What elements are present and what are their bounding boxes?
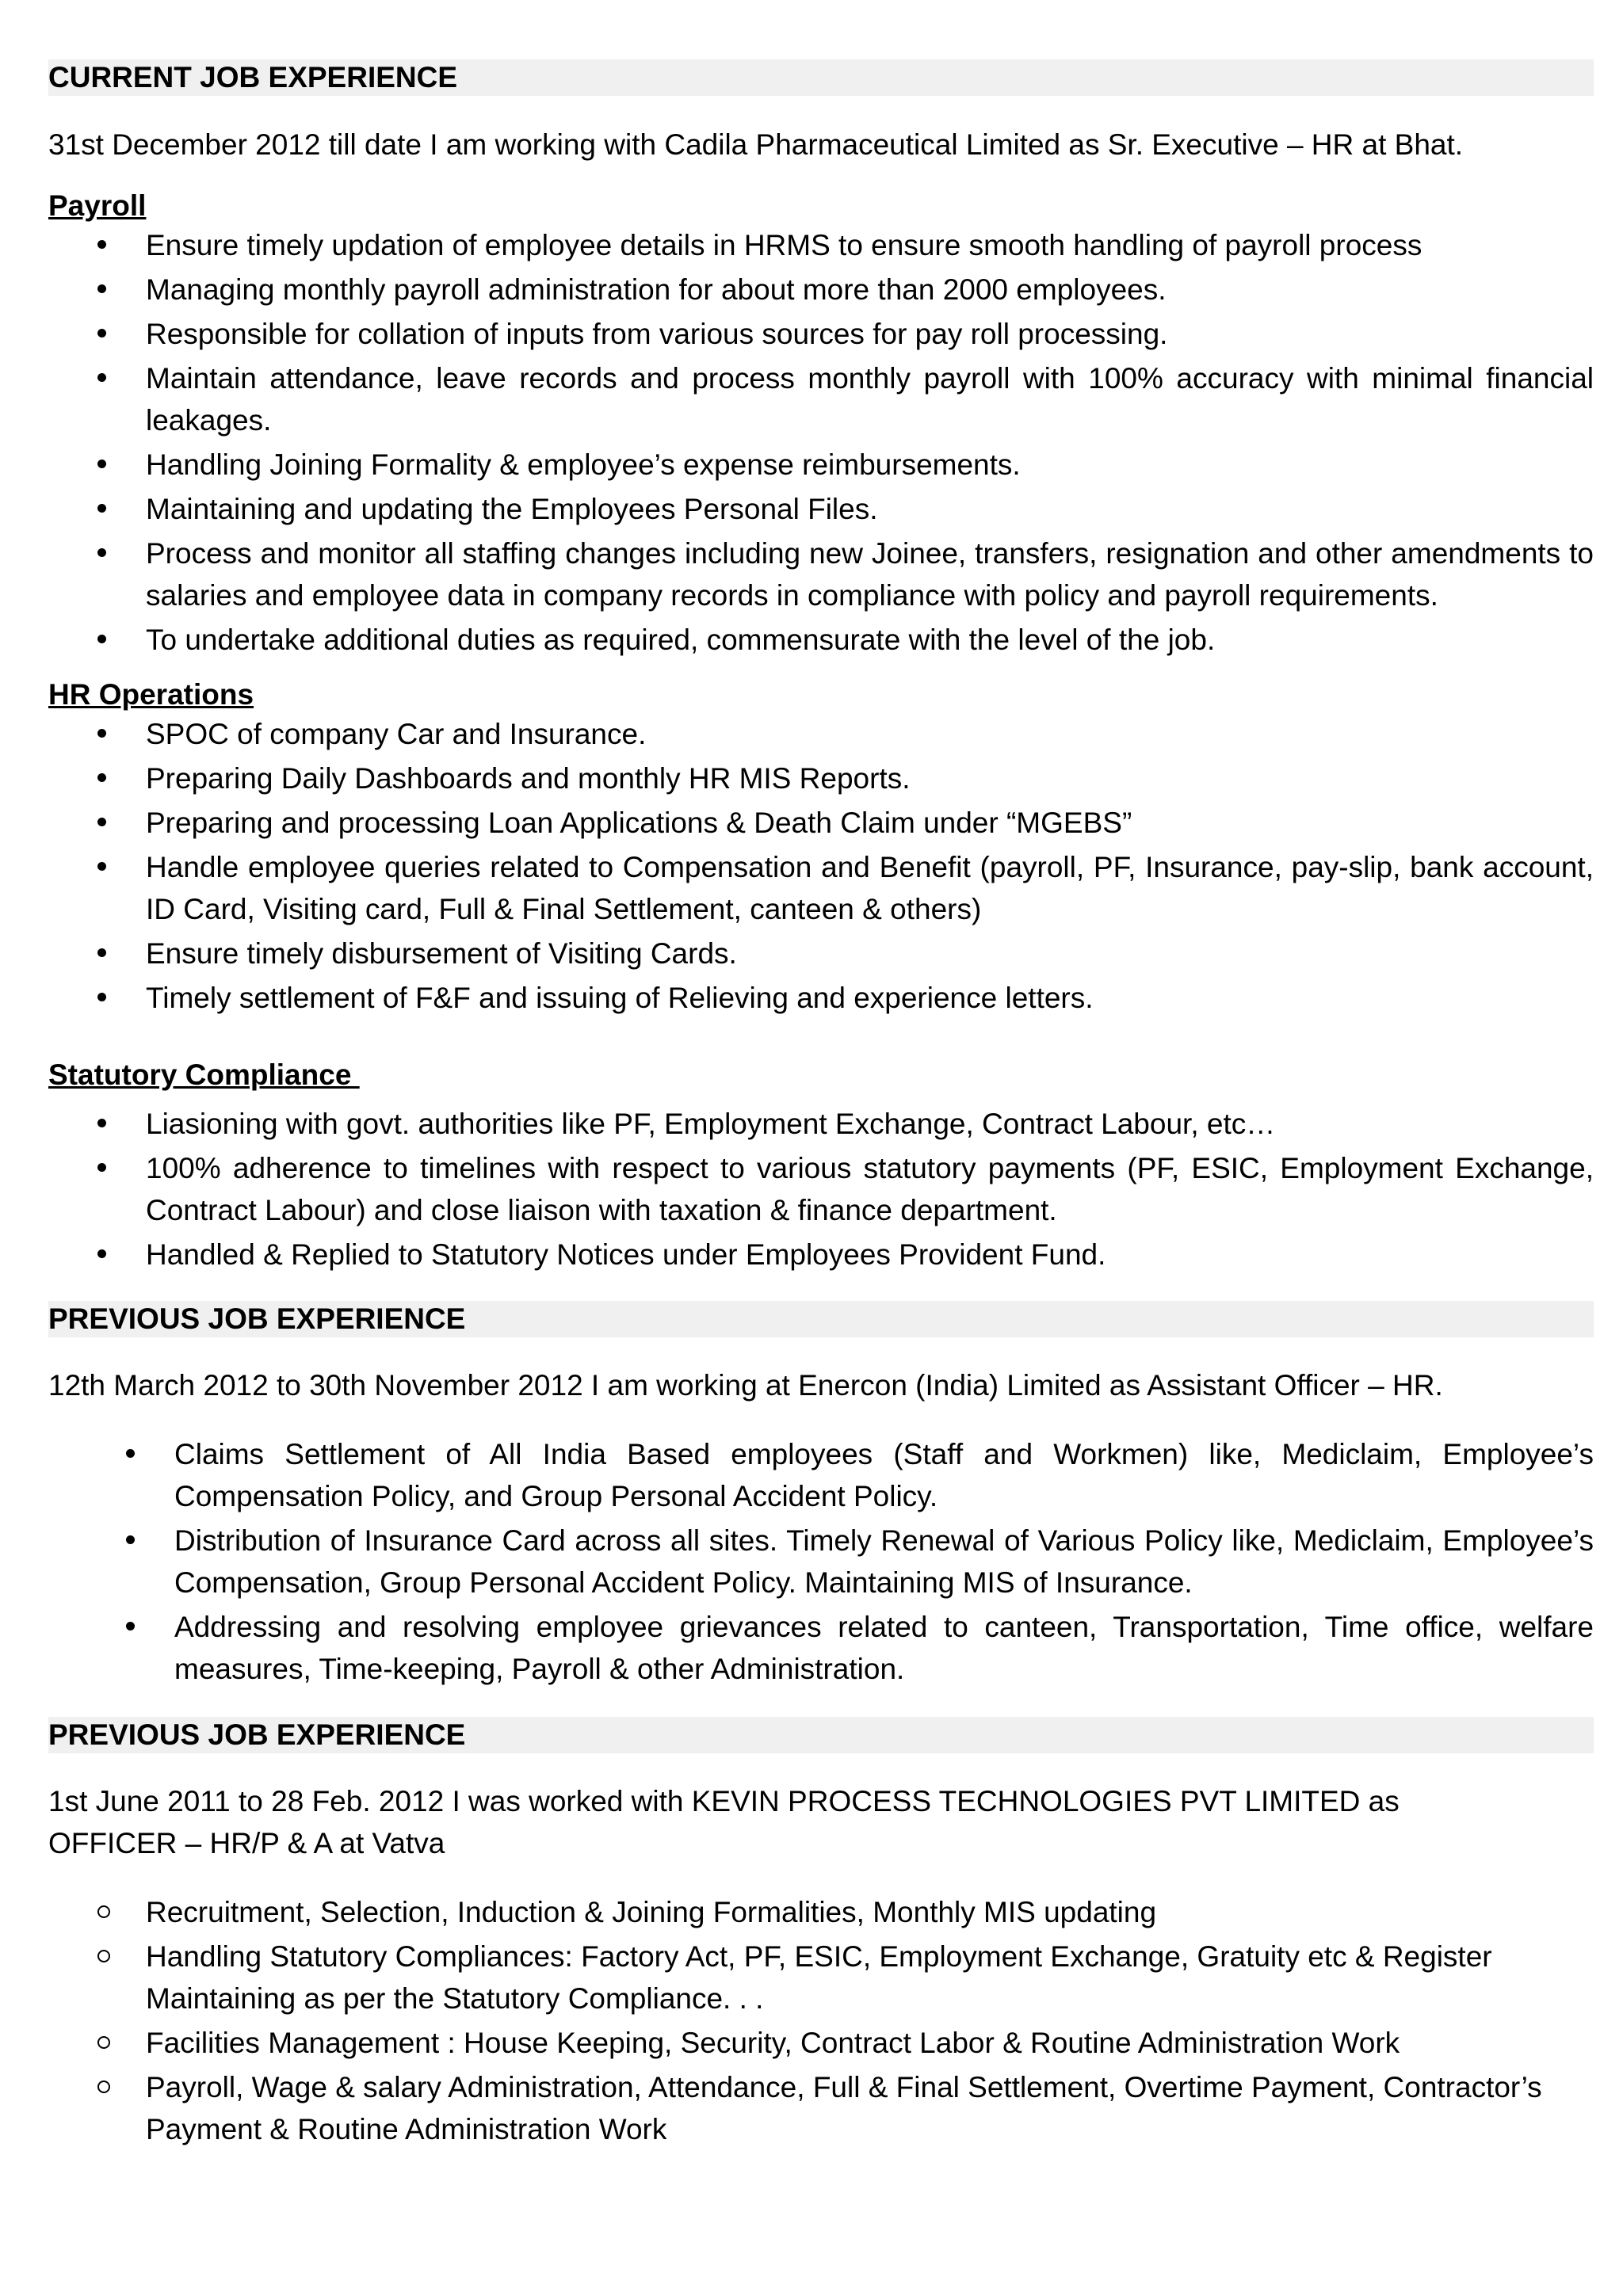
bullet-icon — [97, 224, 129, 266]
list-item-text: Managing monthly payroll administration for about more than 2000 employees. — [146, 273, 1167, 306]
previous-job-intro: 12th March 2012 to 30th November 2012 I am working at Enercon (India) Limited as Assistant Officer – HR. — [48, 1369, 1443, 1402]
payroll-list — [48, 224, 1594, 661]
list-item — [48, 1936, 1594, 2019]
list-item-text: Handled & Replied to Statutory Notices under Employees Provident Fund. — [146, 1238, 1106, 1271]
bullet-icon — [97, 1147, 129, 1189]
hr-operations-list — [48, 713, 1594, 1019]
list-item — [48, 1147, 1594, 1231]
list-item — [48, 357, 1594, 441]
list-item — [48, 846, 1594, 930]
list-item-text: Responsible for collation of inputs from various sources for pay roll processing. — [146, 318, 1168, 350]
list-item — [48, 1891, 1594, 1933]
previous-job-list-2 — [48, 1891, 1594, 2150]
circle-bullet-icon — [97, 1936, 129, 1978]
bullet-icon — [97, 846, 129, 888]
bullet-icon — [97, 488, 129, 530]
bullet-icon — [97, 757, 129, 799]
list-item-text: Addressing and resolving employee grievances related to canteen, Transportation, Time office, welfare measures, Time-keeping, Payroll & other Administration. — [174, 1611, 1594, 1685]
list-item-text: Facilities Management : House Keeping, Security, Contract Labor & Routine Administration Work — [146, 2027, 1400, 2059]
list-item — [48, 619, 1594, 661]
list-item-text: Timely settlement of F&F and issuing of Relieving and experience letters. — [146, 982, 1094, 1014]
list-item — [48, 269, 1594, 311]
current-job-intro: 31st December 2012 till date I am working with Cadila Pharmaceutical Limited as Sr. Executive – HR at Bhat. — [48, 128, 1464, 161]
list-item — [48, 313, 1594, 355]
list-item — [48, 1606, 1594, 1690]
bullet-icon — [97, 713, 129, 755]
list-item — [48, 2022, 1594, 2064]
previous-job-heading-2: PREVIOUS JOB EXPERIENCE — [48, 1717, 1594, 1753]
list-item — [48, 224, 1594, 266]
bullet-icon — [126, 1606, 158, 1648]
list-item-text: Handle employee queries related to Compensation and Benefit (payroll, PF, Insurance, pay-slip, bank account, ID Card, Visiting card, Full & Final Settlement, canteen & others) — [146, 851, 1594, 925]
list-item — [48, 444, 1594, 486]
resume-page — [48, 59, 1594, 2153]
list-item-text: Handling Statutory Compliances: Factory Act, PF, ESIC, Employment Exchange, Gratuity etc & Register Maintaining as per the Statutory Compliance. . . — [146, 1940, 1492, 2015]
list-item-text: Maintain attendance, leave records and process monthly payroll with 100% accuracy with minimal financial leakages. — [146, 362, 1594, 437]
bullet-icon — [97, 619, 129, 661]
list-item — [48, 757, 1594, 799]
list-item-text: Preparing Daily Dashboards and monthly HR MIS Reports. — [146, 762, 911, 795]
list-item-text: Recruitment, Selection, Induction & Joining Formalities, Monthly MIS updating — [146, 1896, 1157, 1928]
list-item — [48, 1234, 1594, 1276]
bullet-icon — [97, 1103, 129, 1145]
bullet-icon — [97, 977, 129, 1019]
list-item-text: Handling Joining Formality & employee’s expense reimbursements. — [146, 448, 1021, 481]
list-item — [48, 1520, 1594, 1604]
list-item — [48, 488, 1594, 530]
list-item — [48, 977, 1594, 1019]
circle-bullet-icon — [97, 1891, 129, 1933]
list-item-text: Ensure timely updation of employee details in HRMS to ensure smooth handling of payroll process — [146, 229, 1423, 261]
list-item-text: Claims Settlement of All India Based employees (Staff and Workmen) like, Mediclaim, Employee’s Compensation Policy, and Group Personal Accident Policy. — [174, 1438, 1594, 1512]
list-item-text: Ensure timely disbursement of Visiting Cards. — [146, 937, 737, 970]
list-item-text: To undertake additional duties as required, commensurate with the level of the job. — [146, 624, 1216, 656]
circle-bullet-icon — [97, 2022, 129, 2064]
previous-job-intro-2: 1st June 2011 to 28 Feb. 2012 I was worked with KEVIN PROCESS TECHNOLOGIES PVT LIMITED as OFFICER – HR/P & A at Vatva — [48, 1785, 1400, 1859]
list-item — [48, 1433, 1594, 1517]
list-item-text: 100% adherence to timelines with respect to various statutory payments (PF, ESIC, Employment Exchange, Contract Labour) and close liaison with taxation & finance department. — [146, 1152, 1594, 1226]
list-item — [48, 1103, 1594, 1145]
bullet-icon — [97, 357, 129, 399]
bullet-icon — [97, 269, 129, 311]
current-job-heading: CURRENT JOB EXPERIENCE — [48, 59, 1594, 96]
bullet-icon — [97, 313, 129, 355]
list-item-text: SPOC of company Car and Insurance. — [146, 718, 647, 750]
statutory-compliance-list — [48, 1103, 1594, 1276]
list-item — [48, 2066, 1594, 2150]
bullet-icon — [97, 802, 129, 844]
bullet-icon — [97, 1234, 129, 1276]
statutory-compliance-heading: Statutory Compliance — [48, 1058, 360, 1091]
previous-job-heading: PREVIOUS JOB EXPERIENCE — [48, 1301, 1594, 1337]
list-item — [48, 713, 1594, 755]
list-item-text: Maintaining and updating the Employees Personal Files. — [146, 493, 878, 525]
list-item-text: Payroll, Wage & salary Administration, Attendance, Full & Final Settlement, Overtime Payment, Contractor’s Payment & Routine Administration Work — [146, 2071, 1542, 2145]
bullet-icon — [126, 1433, 158, 1475]
list-item-text: Process and monitor all staffing changes including new Joinee, transfers, resignation and other amendments to salaries and employee data in company records in compliance with policy and payroll requirements. — [146, 537, 1594, 612]
payroll-heading: Payroll — [48, 189, 147, 222]
list-item — [48, 802, 1594, 844]
bullet-icon — [126, 1520, 158, 1562]
list-item-text: Liasioning with govt. authorities like PF, Employment Exchange, Contract Labour, etc… — [146, 1108, 1276, 1140]
circle-bullet-icon — [97, 2066, 129, 2108]
list-item — [48, 933, 1594, 974]
bullet-icon — [97, 532, 129, 574]
bullet-icon — [97, 933, 129, 974]
bullet-icon — [97, 444, 129, 486]
previous-job-list — [48, 1433, 1594, 1690]
list-item-text: Distribution of Insurance Card across all sites. Timely Renewal of Various Policy like, Mediclaim, Employee’s Compensation, Group Personal Accident Policy. Maintaining MIS of Insurance. — [174, 1524, 1594, 1599]
list-item-text: Preparing and processing Loan Applications & Death Claim under “MGEBS” — [146, 807, 1132, 839]
list-item — [48, 532, 1594, 616]
hr-operations-heading: HR Operations — [48, 678, 254, 711]
